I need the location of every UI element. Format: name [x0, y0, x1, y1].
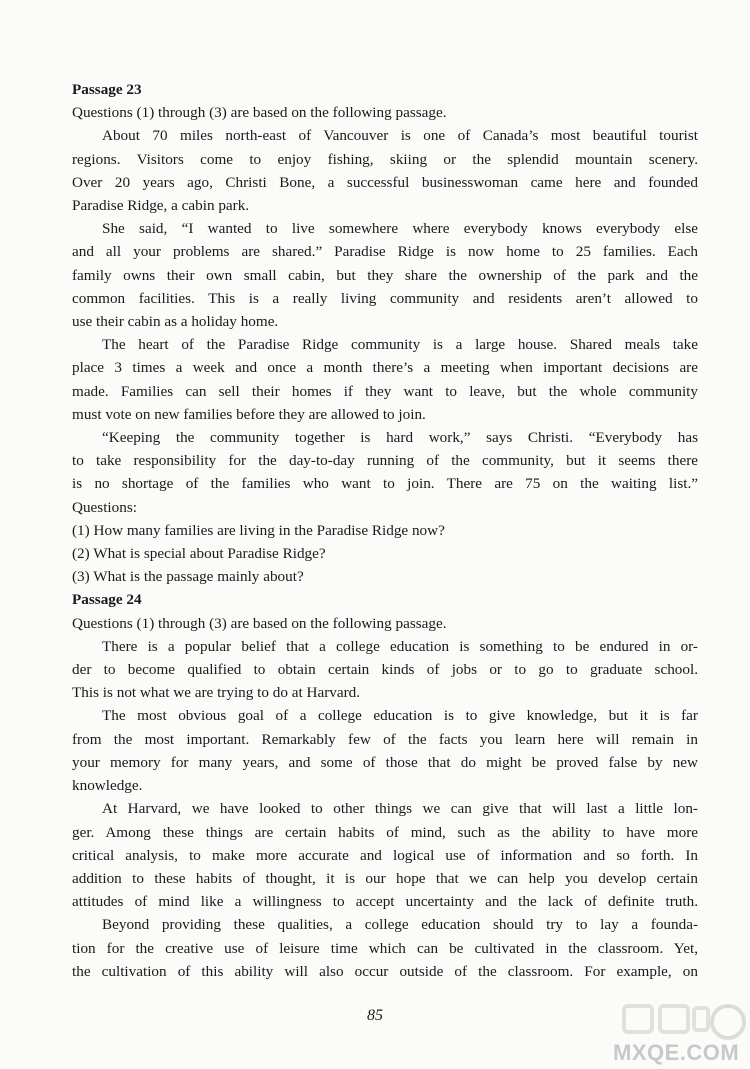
- paragraph-line: family owns their own small cabin, but they share the ownership of the park and the: [72, 266, 698, 284]
- paragraph-line: place 3 times a week and once a month there’s a meeting when important decisions are: [72, 359, 698, 377]
- paragraph-line: ger. Among these things are certain habits of mind, such as the ability to have more: [72, 823, 698, 841]
- paragraph-line: use their cabin as a holiday home.: [72, 313, 279, 331]
- paragraph-line: the cultivation of this ability will also occur outside of the classroom. For example, on: [72, 962, 698, 980]
- paragraph-line: your memory for many years, and some of those that do might be proved false by new: [72, 753, 698, 771]
- paragraph-line: der to become qualified to obtain certain kinds of jobs or to go to graduate school.: [72, 661, 698, 679]
- paragraph-line: tion for the creative use of leisure time which can be cultivated in the classroom. Yet,: [72, 939, 698, 957]
- passage-24-instructions: Questions (1) through (3) are based on the following passage.: [72, 614, 447, 632]
- paragraph-line: Beyond providing these qualities, a college education should try to lay a founda-: [102, 916, 698, 934]
- question-item: (1) How many families are living in the Paradise Ridge now?: [72, 521, 445, 539]
- paragraph-line: attitudes of mind like a willingness to accept uncertainty and the lack of definite truth.: [72, 893, 698, 911]
- paragraph-line: The heart of the Paradise Ridge community is a large house. Shared meals take: [102, 336, 698, 354]
- page-number: 85: [367, 1007, 383, 1024]
- paragraph-line: The most obvious goal of a college education is to give knowledge, but it is far: [102, 707, 698, 725]
- paragraph-line: from the most important. Remarkably few of the facts you learn here will remain in: [72, 730, 698, 748]
- paragraph-line: Over 20 years ago, Christi Bone, a successful businesswoman came here and founded: [72, 173, 698, 191]
- paragraph-line: This is not what we are trying to do at Harvard.: [72, 684, 361, 702]
- page-body: [72, 78, 698, 983]
- paragraph-line: At Harvard, we have looked to other things we can give that will last a little lon-: [102, 800, 698, 818]
- paragraph-line: common facilities. This is a really living community and residents aren’t allowed to: [72, 289, 698, 307]
- paragraph-line: and all your problems are shared.” Paradise Ridge is now home to 25 families. Each: [72, 243, 698, 261]
- passage-23-instructions: Questions (1) through (3) are based on the following passage.: [72, 104, 447, 122]
- paragraph-line: Paradise Ridge, a cabin park.: [72, 197, 250, 215]
- questions-heading: Questions:: [72, 498, 137, 516]
- paragraph-line: “Keeping the community together is hard work,” says Christi. “Everybody has: [102, 429, 698, 447]
- paragraph-line: to take responsibility for the day-to-day running of the community, but it seems there: [72, 452, 698, 470]
- passage-24-title: Passage 24: [72, 591, 142, 609]
- question-item: (3) What is the passage mainly about?: [72, 568, 304, 586]
- paragraph-line: is no shortage of the families who want to join. There are 75 on the waiting list.”: [72, 475, 698, 493]
- passage-23-title: Passage 23: [72, 81, 142, 98]
- watermark-text: MXQE.COM: [613, 1040, 740, 1065]
- paragraph-line: She said, “I wanted to live somewhere where everybody knows everybody else: [102, 220, 698, 238]
- paragraph-line: critical analysis, to make more accurate and logical use of information and so forth. In: [72, 846, 698, 864]
- paragraph-line: About 70 miles north-east of Vancouver is one of Canada’s most beautiful tourist: [102, 127, 698, 145]
- paragraph-line: addition to these habits of thought, it is our hope that we can help you develop certain: [72, 869, 698, 887]
- paragraph-line: knowledge.: [72, 777, 143, 795]
- paragraph-line: made. Families can sell their homes if they want to leave, but the whole community: [72, 382, 698, 400]
- paragraph-line: must vote on new families before they are allowed to join.: [72, 405, 426, 423]
- question-item: (2) What is special about Paradise Ridge?: [72, 545, 326, 563]
- paragraph-line: regions. Visitors come to enjoy fishing, skiing or the splendid mountain scenery.: [72, 150, 698, 168]
- paragraph-line: There is a popular belief that a college education is something to be endured in or-: [102, 637, 698, 655]
